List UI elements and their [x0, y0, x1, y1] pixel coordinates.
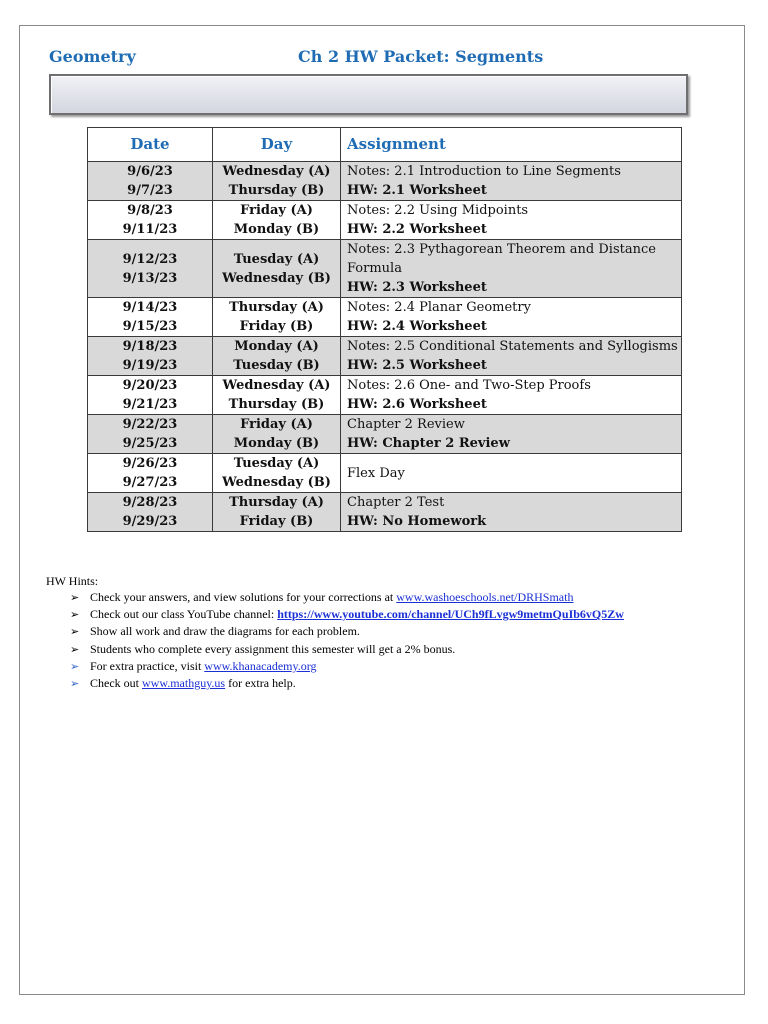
date-text: 9/7/23: [127, 183, 173, 198]
table-row: [88, 415, 682, 454]
date-text: 9/27/23: [122, 475, 178, 490]
table-row: [88, 298, 682, 337]
day-text: Wednesday (A): [222, 378, 331, 393]
day-text: Monday (B): [233, 436, 320, 451]
assignment-cell: [341, 454, 682, 493]
day-cell: [213, 415, 341, 454]
hint-link[interactable]: https://www.youtube.com/channel/UCh9fLvgw9metmQuIb6vQ5Zw: [277, 607, 624, 622]
date-text: 9/20/23: [122, 378, 178, 393]
hw-hints: [46, 573, 624, 692]
day-cell: [213, 376, 341, 415]
column-header-day: Day: [213, 128, 341, 162]
hint-text-suffix: for extra help.: [225, 676, 296, 691]
day-text: Thursday (B): [228, 397, 325, 412]
date-cell: [88, 454, 213, 493]
arrowhead-bullet-icon: ➢: [70, 660, 80, 673]
arrowhead-bullet-icon: ➢: [70, 643, 80, 656]
day-text: Thursday (A): [229, 300, 324, 315]
assignment-cell: [341, 376, 682, 415]
assignment-cell: [341, 162, 682, 201]
day-cell: [213, 240, 341, 298]
hint-link[interactable]: www.washoeschools.net/DRHSmath: [396, 590, 574, 604]
day-text: Monday (A): [234, 339, 319, 354]
date-text: 9/15/23: [122, 319, 178, 334]
assignment-notes: Notes: 2.1 Introduction to Line Segments: [347, 164, 621, 179]
list-item: [70, 589, 624, 606]
date-text: 9/19/23: [122, 358, 178, 373]
day-text: Wednesday (B): [222, 475, 331, 490]
hint-text: Check out: [90, 676, 142, 691]
date-text: 9/14/23: [122, 300, 178, 315]
assignment-homework: HW: 2.3 Worksheet: [347, 280, 487, 295]
assignment-cell: [341, 415, 682, 454]
day-text: Wednesday (A): [222, 164, 331, 179]
hint-text: Show all work and draw the diagrams for each problem.: [90, 624, 360, 639]
assignment-notes: Chapter 2 Review: [347, 417, 465, 432]
assignment-cell: [341, 493, 682, 532]
assignment-notes: Notes: 2.5 Conditional Statements and Syllogisms: [347, 339, 678, 354]
assignment-notes: Chapter 2 Test: [347, 495, 445, 510]
hints-title: HW Hints:: [46, 574, 99, 588]
schedule-table: [87, 127, 682, 532]
assignment-homework: HW: 2.4 Worksheet: [347, 319, 487, 334]
assignment-notes: Notes: 2.2 Using Midpoints: [347, 203, 529, 218]
assignment-homework: HW: 2.6 Worksheet: [347, 397, 487, 412]
hint-text: For extra practice, visit: [90, 658, 205, 673]
day-text: Friday (A): [240, 203, 313, 218]
hint-text: Check your answers, and view solutions for your corrections at: [90, 590, 397, 604]
date-text: 9/29/23: [122, 514, 178, 529]
assignment-notes: Notes: 2.4 Planar Geometry: [347, 300, 531, 315]
date-cell: [88, 162, 213, 201]
hint-text: Check out our class YouTube channel:: [90, 607, 278, 622]
day-cell: [213, 454, 341, 493]
table-row: [88, 201, 682, 240]
list-item: [70, 623, 624, 640]
day-text: Friday (B): [239, 319, 314, 334]
table-row: [88, 162, 682, 201]
assignment-homework: HW: 2.1 Worksheet: [347, 183, 487, 198]
table-row: [88, 240, 682, 298]
course-title: Geometry: [49, 47, 136, 66]
assignment-cell: [341, 201, 682, 240]
arrowhead-bullet-icon: ➢: [70, 592, 80, 604]
date-text: 9/22/23: [122, 417, 178, 432]
table-row: [88, 376, 682, 415]
date-text: 9/18/23: [122, 339, 178, 354]
day-cell: [213, 162, 341, 201]
table-header-row: [88, 128, 682, 162]
day-cell: [213, 201, 341, 240]
arrowhead-bullet-icon: ➢: [70, 626, 80, 639]
arrowhead-bullet-icon: ➢: [70, 678, 80, 691]
day-text: Friday (A): [240, 417, 313, 432]
list-item: [70, 675, 624, 692]
assignment-homework: HW: No Homework: [347, 514, 487, 529]
assignment-notes: Notes: 2.6 One- and Two-Step Proofs: [347, 378, 591, 393]
date-text: 9/28/23: [122, 495, 178, 510]
list-item: [70, 606, 624, 623]
date-cell: [88, 337, 213, 376]
hint-text: Students who complete every assignment this semester will get a 2% bonus.: [90, 641, 456, 656]
column-header-date: Date: [88, 128, 213, 162]
date-text: 9/21/23: [122, 397, 178, 412]
schedule-rows: [88, 162, 682, 532]
date-text: 9/8/23: [127, 203, 173, 218]
assignment-notes: Notes: 2.3 Pythagorean Theorem and Distance Formula: [347, 242, 656, 276]
date-cell: [88, 493, 213, 532]
date-text: 9/13/23: [122, 270, 178, 286]
arrowhead-bullet-icon: ➢: [70, 609, 80, 622]
date-text: 9/26/23: [122, 456, 178, 471]
day-text: Thursday (B): [228, 183, 325, 198]
date-text: 9/6/23: [127, 164, 173, 179]
date-cell: [88, 415, 213, 454]
day-cell: [213, 298, 341, 337]
day-text: Monday (B): [233, 222, 320, 237]
list-item: [70, 658, 624, 675]
packet-title: Ch 2 HW Packet: Segments: [298, 47, 544, 66]
table-row: [88, 493, 682, 532]
assignment-cell: [341, 240, 682, 298]
date-text: 9/12/23: [122, 251, 178, 267]
date-cell: [88, 298, 213, 337]
table-row: [88, 337, 682, 376]
column-header-assignment: Assignment: [341, 128, 682, 162]
day-text: Tuesday (A): [233, 456, 320, 471]
list-item: [70, 641, 624, 658]
title-banner: [49, 74, 688, 115]
assignment-cell: [341, 337, 682, 376]
hints-list: [46, 589, 624, 692]
hint-link[interactable]: www.khanacademy.org: [204, 658, 317, 673]
assignment-notes: Flex Day: [347, 465, 405, 481]
hint-link[interactable]: www.mathguy.us: [142, 676, 226, 691]
assignment-homework: HW: 2.5 Worksheet: [347, 358, 487, 373]
assignment-homework: HW: Chapter 2 Review: [347, 436, 510, 451]
day-text: Tuesday (A): [233, 251, 320, 267]
date-text: 9/25/23: [122, 436, 178, 451]
day-text: Thursday (A): [229, 495, 324, 510]
date-cell: [88, 240, 213, 298]
date-cell: [88, 201, 213, 240]
assignment-cell: [341, 298, 682, 337]
day-cell: [213, 337, 341, 376]
day-cell: [213, 493, 341, 532]
day-text: Friday (B): [239, 514, 314, 529]
date-text: 9/11/23: [122, 222, 178, 237]
date-cell: [88, 376, 213, 415]
assignment-homework: HW: 2.2 Worksheet: [347, 222, 487, 237]
day-text: Tuesday (B): [233, 358, 320, 373]
day-text: Wednesday (B): [222, 270, 331, 286]
table-row: [88, 454, 682, 493]
